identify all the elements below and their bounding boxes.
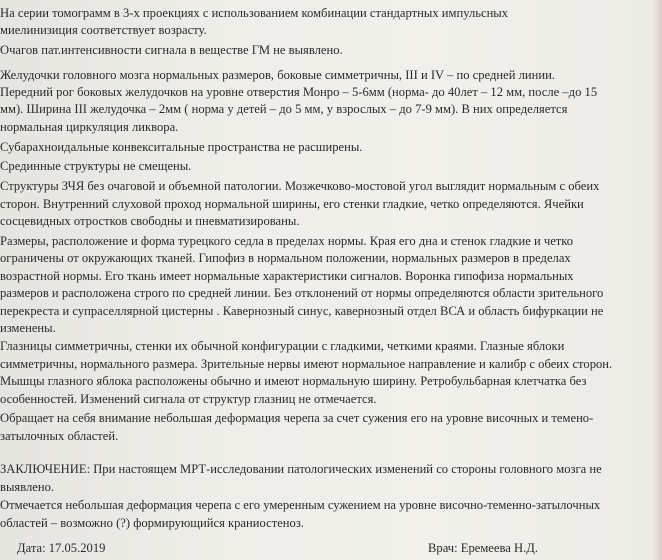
conclusion-line-4: областей – возможно (?) формирующийся краниостеноз. (0, 516, 304, 530)
body-line-19: Глазницы симметричны, стенки их обычной конфигурации с гладкими, четкими краями. Глазные яблоки (0, 339, 565, 353)
body-line-20: симметричны, нормального размера. Зрительные нервы имеют нормальное направление и калибр с обеих сторон. (0, 357, 613, 371)
body-line-21: Мышцы глазного яблока расположены обычно и имеют нормальную ширину. Ретробульбарная клетчатка без (0, 374, 587, 388)
body-line-14: ограничены от окружающих тканей. Гипофиз в нормальном положении, нормальных размеров в пределах (0, 251, 571, 265)
body-line-12: сосцевидных отростков свободны и пневматизированы. (0, 214, 300, 228)
body-line-23: Обращает на себя внимание небольшая деформация черепа за счет сужения его на уровне височных и темено- (0, 411, 594, 425)
body-line-15: возрастной нормы. Его ткань имеет нормальные характеристики сигналов. Воронка гипофиза нормальных (0, 269, 574, 283)
body-line-9: Срединные структуры не смещены. (0, 159, 192, 173)
body-line-17: перекреста и супраселлярной цистерны . Кавернозный синус, кавернозный отдел ВСА и область бифуркации не (0, 304, 604, 318)
body-line-5: Передний рог боковых желудочков на уровне отверстия Монро – 5-6мм (норма- до 40лет – 12 мм, после –до 15 (0, 85, 598, 99)
paper-edge-shadow (652, 0, 662, 560)
body-line-8: Субарахноидальные конвекситальные пространства не расширены. (0, 140, 363, 154)
body-line-1: На серии томограмм в 3-х проекциях с использованием комбинации стандартных импульсных (0, 6, 509, 20)
body-line-3: Очагов пат.интенсивности сигнала в веществе ГМ не выявлено. (0, 43, 343, 57)
body-line-6: мм). Ширина III желудочка – 2мм ( норма у детей – до 5 мм, у взрослых – до 7-9 мм). В них определяется (0, 102, 568, 116)
conclusion-line-3: Отмечается небольшая деформация черепа с его умеренным сужением на уровне височно-теменно-затылочных (0, 498, 601, 512)
body-line-7: нормальная циркуляция ликвора. (0, 120, 179, 134)
doctor-name: Врач: Еремеева Н.Д. (428, 541, 538, 555)
conclusion-line-2: выявлено. (0, 480, 55, 494)
body-line-24: затылочных областей. (0, 429, 119, 443)
body-line-16: размеров и расположена строго по средней линии. Без отклонений от нормы определяются области зрительного (0, 286, 604, 300)
body-line-10: Структуры ЗЧЯ без очаговой и объемной патологии. Мозжечково-мостовой угол выглядит нормальным с обеих (0, 179, 600, 193)
body-line-18: изменены. (0, 321, 56, 335)
conclusion-line-1: ЗАКЛЮЧЕНИЕ: При настоящем МРТ-исследовании патологических изменений со стороны головного мозга не (0, 462, 602, 476)
body-line-22: особенностей. Изменений сигнала от структур глазниц не отмечается. (0, 392, 377, 406)
body-line-13: Размеры, расположение и форма турецкого седла в пределах нормы. Края его дна и стенок гладкие и четко (0, 234, 574, 248)
body-line-2: миелинизиция соответствует возрасту. (0, 23, 207, 37)
body-line-11: сторон. Внутренний слуховой проход нормальной ширины, его стенки гладкие, четко определяются. Ячейки (0, 197, 584, 211)
report-date: Дата: 17.05.2019 (17, 541, 106, 555)
body-line-4: Желудочки головного мозга нормальных размеров, боковые симметричны, III и IV – по средней линии. (0, 68, 556, 82)
